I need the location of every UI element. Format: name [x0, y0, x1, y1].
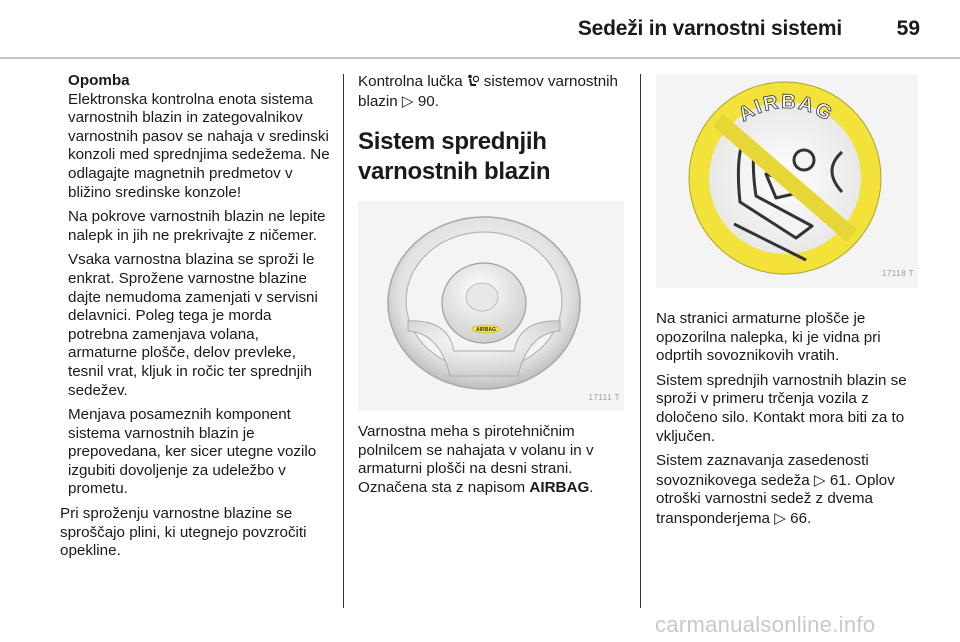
page-reference-arrow: ▷ — [401, 91, 414, 110]
intro-text: Kontrolna lučka — [358, 73, 463, 90]
page-number: 59 — [896, 17, 920, 40]
page-header — [0, 0, 960, 56]
steering-wheel-figure — [358, 201, 624, 411]
page-reference-arrow: ▷ — [774, 508, 786, 527]
page-reference[interactable]: 66. — [790, 509, 812, 527]
figure-caption — [358, 423, 630, 497]
intro-text-2: sistemov varnostnih blazin — [358, 73, 618, 110]
caption-bold: AIRBAG — [529, 478, 590, 496]
paragraph-1: Na stranici armaturne plošče je opozorilna nalepka, ki je vidna pri odprtih sovoznikovih vratih. — [656, 310, 881, 365]
column-divider-2 — [640, 74, 641, 608]
paragraph-3 — [656, 452, 928, 528]
column-divider-1 — [343, 74, 344, 608]
body-paragraph: Pri sproženju varnostne blazine se sproščajo plini, ki utegnejo povzročiti opekline. — [60, 505, 307, 560]
page-reference[interactable]: 61 — [829, 471, 847, 489]
paragraph-3-text: Sistem zaznavanja zasedenosti sovoznikovega sedeža — [656, 452, 869, 489]
intro-paragraph — [358, 72, 630, 111]
note-paragraph-1: Elektronska kontrolna enota sistema varnostnih blazin in zategovalnikov varnostnih pasov se nahaja v sredinski konzoli med sprednjima sedežema. Ne odlagajte magnetnih predmetov v bližino sredinske konzole! — [68, 90, 330, 201]
watermark: carmanualsonline.info — [655, 612, 876, 637]
airbag-sticker-figure — [656, 74, 918, 288]
page-reference[interactable]: 90. — [417, 92, 439, 110]
airbag-warning-lamp-icon — [467, 72, 484, 90]
caption-end: . — [589, 478, 594, 496]
figure-code: 17118 T — [881, 269, 914, 279]
note-paragraph-3: Vsaka varnostna blazina se sproži le enkrat. Sprožene varnostne blazine dajte nemudoma zamenjati v servisni delavnici. Poleg tega je morda potrebna zamenjava volana, armaturne plošče, delov prevleke, tesnil vrat, kljuk in ročic ter sprednjih sedežev. — [68, 251, 318, 399]
note-title: Opomba — [68, 72, 130, 89]
steering-wheel-illustration — [358, 201, 624, 411]
header-title: Sedeži in varnostni sistemi — [577, 17, 842, 40]
column-3 — [656, 72, 928, 535]
column-1 — [62, 72, 332, 567]
paragraph-3-rest: . Oplov otroški varnostni sedež z dvema transponderjema — [656, 471, 895, 527]
column-2 — [358, 72, 630, 504]
note-box — [62, 72, 332, 499]
note-paragraph-4: Menjava posameznih komponent sistema varnostnih blazin je prepovedana, ker sicer utegne vozilo izgubiti dovoljenje za udeležbo v prometu. — [68, 406, 317, 498]
header-rule — [0, 57, 960, 59]
paragraph-2: Sistem sprednjih varnostnih blazin se sproži v primeru trčenja vozila z določeno silo. Kontakt mora biti za to vključen. — [656, 371, 907, 445]
caption-text: Varnostna meha s pirotehničnim polnilcem se nahajata v volanu in v armaturni plošči na desni strani. Označena sta z napisom — [358, 423, 594, 496]
sticker-airbag-label: AIRBAG — [734, 90, 838, 127]
section-heading: Sistem sprednjih varnostnih blazin — [358, 128, 551, 186]
note-paragraph-2: Na pokrove varnostnih blazin ne lepite nalepk in jih ne prekrivajte z ničemer. — [68, 208, 326, 244]
wheel-airbag-label: AIRBAG — [476, 327, 496, 334]
figure-code: 17111 T — [588, 392, 620, 402]
airbag-warning-sticker — [656, 74, 918, 288]
page-reference-arrow: ▷ — [813, 470, 826, 489]
